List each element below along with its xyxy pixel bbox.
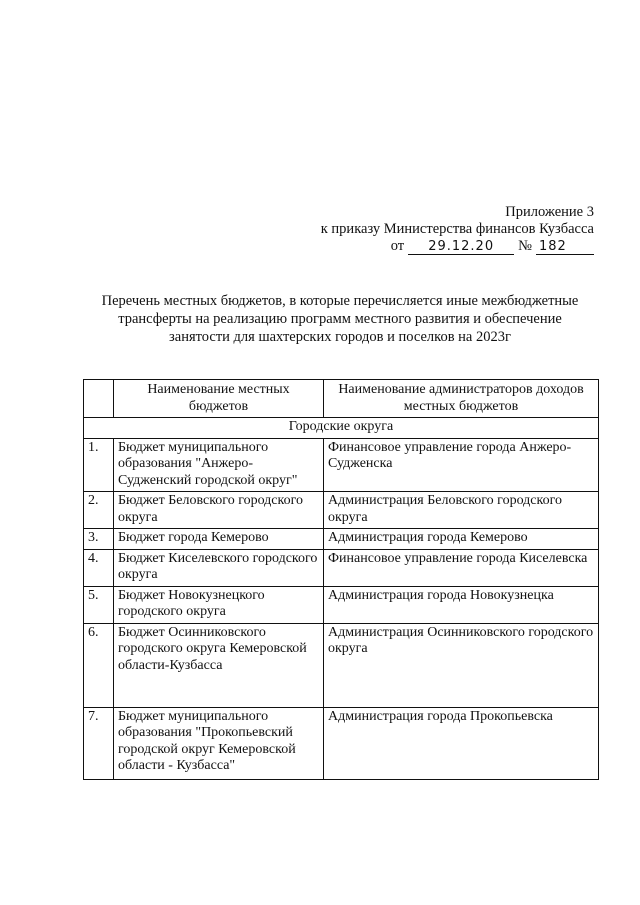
row-number: 6. (84, 623, 114, 707)
header-administrator: Наименование администраторов доходов местных бюджетов (324, 380, 599, 418)
table-row (84, 707, 599, 779)
table-row (84, 492, 599, 529)
row-number: 7. (84, 707, 114, 779)
table-row (84, 623, 599, 707)
appendix-title: Приложение 3 (505, 204, 594, 220)
from-label: от (390, 238, 405, 254)
document-title-line: занятости для шахтерских городов и поселков на 2023г (169, 329, 511, 345)
row-number: 3. (84, 529, 114, 550)
administrator-name: Администрация города Прокопьевска (324, 707, 599, 779)
row-number: 5. (84, 586, 114, 623)
document-title-line: Перечень местных бюджетов, в которые перечисляется иные межбюджетные (101, 293, 579, 309)
handwritten-number: 182 (536, 240, 594, 255)
administrator-name: Администрация Осинниковского городского округа (324, 623, 599, 707)
budget-name: Бюджет муниципального образования "Прокопьевский городской округ Кемеровской области - Кузбасса" (114, 707, 324, 779)
administrator-name: Финансовое управление города Киселевска (324, 549, 599, 586)
administrator-name: Администрация Беловского городского округа (324, 492, 599, 529)
number-label: № (518, 238, 532, 254)
header-budget-name: Наименование местных бюджетов (114, 380, 324, 418)
budget-name: Бюджет Новокузнецкого городского округа (114, 586, 324, 623)
budget-name: Бюджет города Кемерово (114, 529, 324, 550)
row-number: 2. (84, 492, 114, 529)
header-num (84, 380, 114, 418)
budget-name: Бюджет Беловского городского округа (114, 492, 324, 529)
appendix-order-text: к приказу Министерства финансов Кузбасса (320, 221, 594, 237)
administrator-name: Администрация города Кемерово (324, 529, 599, 550)
budget-name: Бюджет муниципального образования "Анжеро-Судженский городской округ" (114, 438, 324, 492)
budgets-table (83, 379, 599, 780)
row-number: 4. (84, 549, 114, 586)
handwritten-date: 29.12.20 (408, 240, 514, 255)
budget-name: Бюджет Осинниковского городского округа Кемеровской области-Кузбасса (114, 623, 324, 707)
table-header-row (84, 380, 599, 418)
appendix-block (321, 204, 594, 255)
group-row (84, 418, 599, 439)
document-title (70, 292, 610, 346)
table-row (84, 549, 599, 586)
administrator-name: Администрация города Новокузнецка (324, 586, 599, 623)
table-row (84, 438, 599, 492)
table-row (84, 586, 599, 623)
table-row (84, 529, 599, 550)
document-title-line: трансферты на реализацию программ местного развития и обеспечение (118, 311, 562, 327)
administrator-name: Финансовое управление города Анжеро-Судженска (324, 438, 599, 492)
row-number: 1. (84, 438, 114, 492)
group-title: Городские округа (84, 418, 599, 439)
appendix-date-line (321, 238, 594, 255)
budget-name: Бюджет Киселевского городского округа (114, 549, 324, 586)
